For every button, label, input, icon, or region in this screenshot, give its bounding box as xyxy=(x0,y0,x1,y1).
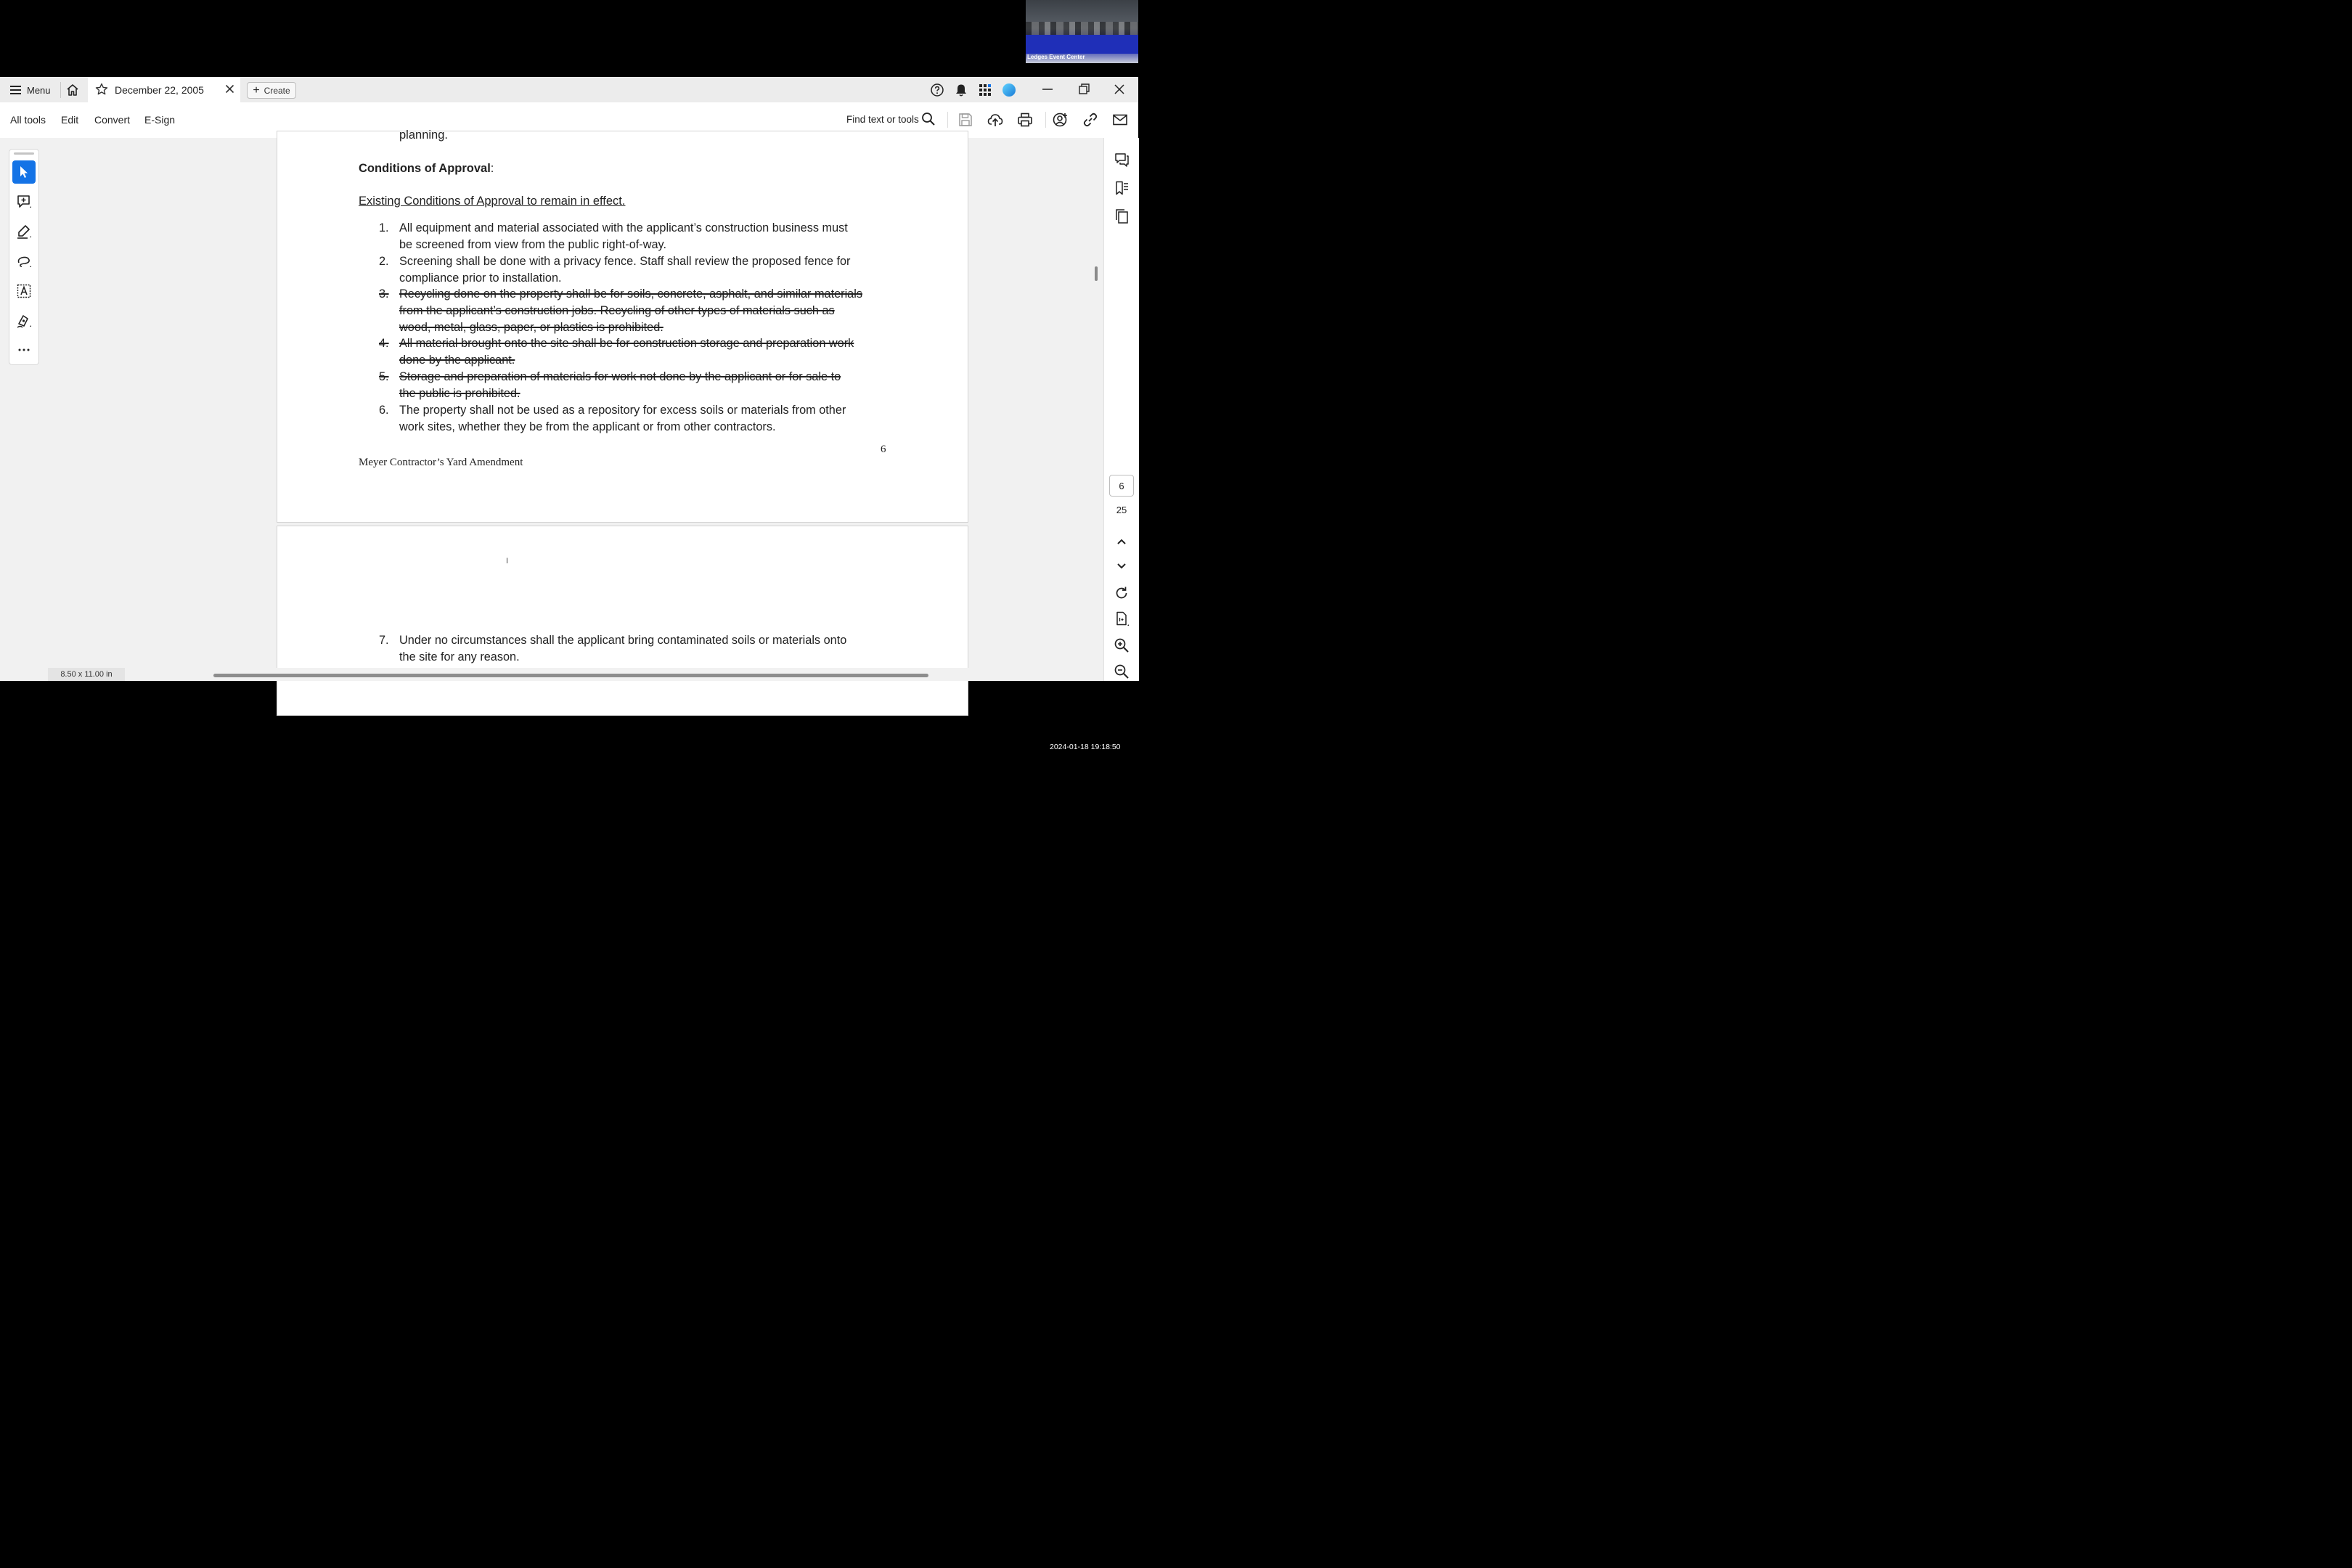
tab-bar xyxy=(0,77,1138,102)
item-number: 4. xyxy=(379,337,389,350)
item-number: 2. xyxy=(379,255,389,268)
item-line: All material brought onto the site shall be for construction storage and preparation work xyxy=(399,337,854,350)
bookmarks-panel-icon[interactable] xyxy=(1114,180,1130,196)
item-number: 7. xyxy=(379,634,389,647)
document-tab[interactable] xyxy=(88,77,240,102)
zoom-in-icon[interactable] xyxy=(1114,637,1130,653)
item-line: Screening shall be done with a privacy fence. Staff shall review the proposed fence for xyxy=(399,255,851,268)
edit-menu[interactable]: Edit xyxy=(61,114,79,126)
highlighter-icon xyxy=(16,224,32,240)
search-icon[interactable] xyxy=(920,111,936,127)
horizontal-scrollbar-thumb[interactable] xyxy=(213,674,928,677)
item-line: Storage and preparation of materials for work not done by the applicant or for sale to xyxy=(399,370,841,383)
lasso-draw-icon xyxy=(16,253,32,269)
item-line: be screened from view from the public right-of-way. xyxy=(399,238,666,251)
menu-button[interactable] xyxy=(10,83,51,97)
help-icon[interactable] xyxy=(930,83,944,97)
video-banner xyxy=(1026,35,1138,54)
document-canvas[interactable] xyxy=(0,128,1103,681)
page-fit-icon[interactable] xyxy=(1114,611,1130,626)
scrollbar-thumb[interactable] xyxy=(1095,266,1098,281)
current-page-input[interactable]: 6 xyxy=(1109,475,1134,497)
pages-panel-icon[interactable] xyxy=(1114,208,1130,224)
item-line: from the applicant’s construction jobs. Recycling of other types of materials such as xyxy=(399,304,835,317)
total-pages: 25 xyxy=(1116,505,1127,515)
quick-tools-panel xyxy=(9,149,39,365)
item-number: 6. xyxy=(379,404,389,417)
rotate-icon[interactable] xyxy=(1114,585,1130,601)
comments-panel-icon[interactable] xyxy=(1114,152,1130,168)
text-tool-button[interactable] xyxy=(12,279,36,303)
item-line: wood, metal, glass, paper, or plastics is prohibited. xyxy=(399,321,663,334)
conditions-heading-text: Conditions of Approval xyxy=(359,162,491,175)
item-number: 1. xyxy=(379,221,389,234)
recording-timestamp: 2024-01-18 19:18:50 xyxy=(1050,743,1121,751)
divider xyxy=(60,82,61,98)
status-bar xyxy=(0,668,1090,681)
right-panel-rail xyxy=(1103,138,1139,681)
zoom-out-icon[interactable] xyxy=(1114,663,1130,679)
create-button[interactable] xyxy=(247,82,296,99)
find-text-or-tools[interactable]: Find text or tools xyxy=(846,114,919,125)
plus-icon: + xyxy=(253,83,260,97)
all-tools-menu[interactable]: All tools xyxy=(10,114,46,126)
video-people xyxy=(1026,22,1138,36)
item-line: All equipment and material associated with the applicant’s construction business must xyxy=(399,221,848,234)
toolbar-divider xyxy=(947,112,948,128)
item-line: work sites, whether they be from the applicant or from other contractors. xyxy=(399,420,776,433)
pen-sign-icon xyxy=(16,313,32,329)
comment-plus-icon xyxy=(16,194,32,210)
email-icon[interactable] xyxy=(1112,112,1128,128)
text-box-icon xyxy=(16,283,32,299)
more-dots-icon xyxy=(17,348,31,352)
link-icon[interactable] xyxy=(1082,112,1098,128)
create-label: Create xyxy=(264,85,290,96)
notifications-bell-icon[interactable] xyxy=(954,83,968,97)
esign-menu[interactable]: E-Sign xyxy=(144,114,176,126)
highlight-tool-button[interactable] xyxy=(12,220,36,243)
menu-label: Menu xyxy=(27,84,51,96)
sign-tool-button[interactable] xyxy=(12,309,36,332)
more-tools-button[interactable] xyxy=(12,338,36,362)
conditions-heading xyxy=(359,162,494,176)
text-cursor-icon: I xyxy=(506,557,509,565)
item-line: the site for any reason. xyxy=(399,650,520,663)
convert-menu[interactable]: Convert xyxy=(94,114,131,126)
apps-grid-icon[interactable] xyxy=(978,83,992,97)
item-number: 5. xyxy=(379,370,389,383)
chevron-down-icon[interactable] xyxy=(1114,558,1130,574)
toolbar-divider xyxy=(1045,112,1046,128)
video-caption: Ledges Event Center xyxy=(1027,54,1085,60)
video-thumbnail xyxy=(1026,0,1138,63)
existing-conditions-heading: Existing Conditions of Approval to remain in effect. xyxy=(359,195,626,208)
select-tool-button[interactable] xyxy=(12,160,36,184)
page-number: 6 xyxy=(881,444,886,455)
add-comment-button[interactable] xyxy=(12,190,36,213)
item-line: done by the applicant. xyxy=(399,354,515,367)
share-user-icon[interactable] xyxy=(1053,112,1069,128)
item-line: The property shall not be used as a repository for excess soils or materials from other xyxy=(399,404,846,417)
item-line: Under no circumstances shall the applicant bring contaminated soils or materials onto xyxy=(399,634,847,647)
save-icon[interactable] xyxy=(957,112,973,128)
restore-icon[interactable] xyxy=(1075,81,1093,97)
tab-title: December 22, 2005 xyxy=(115,84,204,96)
partial-line: planning. xyxy=(399,128,448,142)
print-icon[interactable] xyxy=(1017,112,1033,128)
item-number: 3. xyxy=(379,287,389,301)
panel-grip[interactable] xyxy=(14,152,34,155)
user-avatar-icon[interactable] xyxy=(1002,83,1016,97)
hamburger-icon xyxy=(10,86,21,94)
pdf-page-6 xyxy=(277,128,968,523)
chevron-up-icon[interactable] xyxy=(1114,534,1130,550)
draw-tool-button[interactable] xyxy=(12,250,36,273)
close-window-icon[interactable] xyxy=(1111,81,1128,97)
item-line: compliance prior to installation. xyxy=(399,271,562,285)
conditions-heading-colon: : xyxy=(490,162,494,175)
acrobat-window xyxy=(0,77,1138,681)
cursor-arrow-icon xyxy=(17,165,31,179)
minimize-icon[interactable] xyxy=(1039,81,1056,97)
star-icon[interactable] xyxy=(95,83,108,96)
vertical-scrollbar[interactable] xyxy=(1090,138,1102,668)
item-line: Recycling done on the property shall be for soils, concrete, asphalt, and similar materials xyxy=(399,287,862,301)
home-icon[interactable] xyxy=(65,83,80,97)
pdf-page-7 xyxy=(277,526,968,716)
page-size-label: 8.50 x 11.00 in xyxy=(48,668,125,681)
item-line: the public is prohibited. xyxy=(399,387,520,400)
cloud-upload-icon[interactable] xyxy=(987,112,1003,128)
close-tab-icon[interactable] xyxy=(225,84,234,94)
page-footer: Meyer Contractor’s Yard Amendment xyxy=(359,457,523,468)
